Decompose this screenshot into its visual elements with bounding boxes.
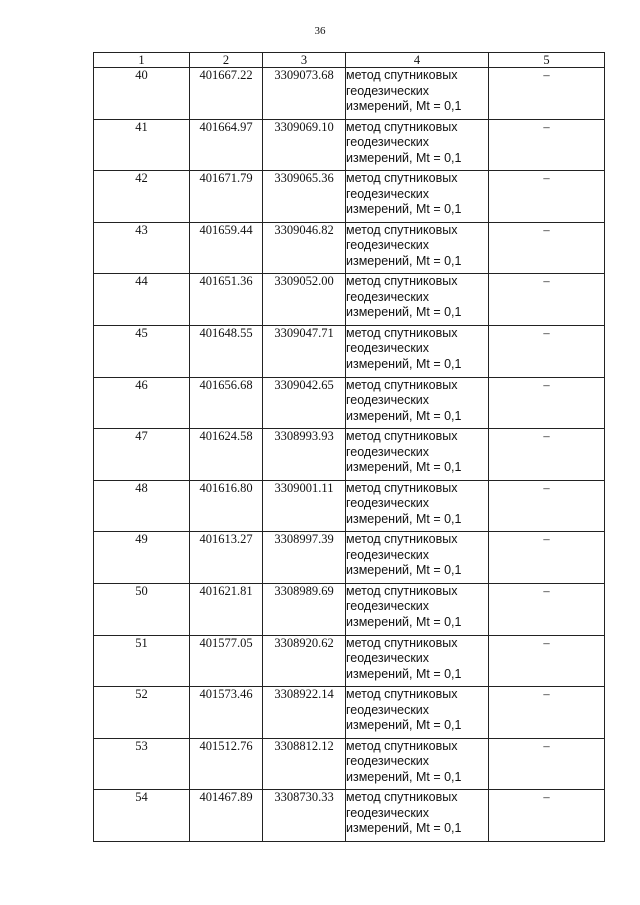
column-header: 3 [263,53,346,68]
method-cell [346,583,489,635]
method-line: метод спутниковых [346,325,458,340]
x-coordinate-cell: 401656.68 [190,377,263,429]
note-cell: – [489,171,605,223]
method-cell [346,171,489,223]
y-coordinate-cell: 3308922.14 [263,687,346,739]
table-row [94,583,605,635]
method-cell [346,222,489,274]
point-number-cell: 46 [94,377,190,429]
point-number-cell: 50 [94,583,190,635]
method-line: геодезических [346,444,430,459]
method-line: метод спутниковых [346,583,458,598]
y-coordinate-cell: 3309046.82 [263,222,346,274]
note-cell: – [489,738,605,790]
method-cell [346,377,489,429]
column-header: 5 [489,53,605,68]
method-line: метод спутниковых [346,429,458,444]
point-number-cell: 44 [94,274,190,326]
method-line: метод спутниковых [346,635,458,650]
method-cell [346,429,489,481]
y-coordinate-cell: 3308730.33 [263,790,346,842]
x-coordinate-cell: 401648.55 [190,325,263,377]
method-line: геодезических [346,754,430,769]
method-line: геодезических [346,702,430,717]
x-coordinate-cell: 401659.44 [190,222,263,274]
x-coordinate-cell: 401621.81 [190,583,263,635]
method-line: геодезических [346,341,430,356]
method-line: измерений, Mt = 0,1 [346,202,462,217]
method-line: метод спутниковых [346,532,458,547]
y-coordinate-cell: 3309069.10 [263,119,346,171]
y-coordinate-cell: 3309052.00 [263,274,346,326]
note-cell: – [489,635,605,687]
method-line: геодезических [346,599,430,614]
method-line: геодезических [346,805,430,820]
method-cell [346,119,489,171]
note-cell: – [489,222,605,274]
method-line: геодезических [346,289,430,304]
table-row [94,738,605,790]
column-header: 4 [346,53,489,68]
y-coordinate-cell: 3308920.62 [263,635,346,687]
table-row [94,274,605,326]
method-line: измерений, Mt = 0,1 [346,563,462,578]
table-row [94,480,605,532]
method-line: метод спутниковых [346,687,458,702]
point-number-cell: 41 [94,119,190,171]
method-line: метод спутниковых [346,738,458,753]
x-coordinate-cell: 401613.27 [190,532,263,584]
method-line: измерений, Mt = 0,1 [346,666,462,681]
method-line: измерений, Mt = 0,1 [346,99,462,113]
table-row [94,377,605,429]
table-row [94,222,605,274]
method-line: метод спутниковых [346,68,458,82]
table-row [94,635,605,687]
table-row [94,68,605,120]
method-line: геодезических [346,651,430,666]
table-row [94,171,605,223]
method-line: измерений, Mt = 0,1 [346,408,462,423]
y-coordinate-cell: 3309001.11 [263,480,346,532]
note-cell: – [489,377,605,429]
page-number: 36 [314,25,326,37]
note-cell: – [489,274,605,326]
note-cell: – [489,583,605,635]
method-line: измерений, Mt = 0,1 [346,150,462,165]
x-coordinate-cell: 401577.05 [190,635,263,687]
table-row [94,687,605,739]
note-cell: – [489,429,605,481]
method-cell [346,687,489,739]
point-number-cell: 54 [94,790,190,842]
method-cell [346,480,489,532]
method-cell [346,635,489,687]
method-line: геодезических [346,393,430,408]
x-coordinate-cell: 401651.36 [190,274,263,326]
y-coordinate-cell: 3308812.12 [263,738,346,790]
y-coordinate-cell: 3308993.93 [263,429,346,481]
note-cell: – [489,325,605,377]
method-line: метод спутниковых [346,119,458,134]
coordinates-table [93,52,605,842]
x-coordinate-cell: 401671.79 [190,171,263,223]
x-coordinate-cell: 401624.58 [190,429,263,481]
column-header: 1 [94,53,190,68]
point-number-cell: 45 [94,325,190,377]
method-line: метод спутниковых [346,790,458,805]
x-coordinate-cell: 401467.89 [190,790,263,842]
note-cell: – [489,480,605,532]
point-number-cell: 51 [94,635,190,687]
x-coordinate-cell: 401616.80 [190,480,263,532]
point-number-cell: 42 [94,171,190,223]
y-coordinate-cell: 3308989.69 [263,583,346,635]
method-line: метод спутниковых [346,480,458,495]
table-row [94,119,605,171]
note-cell: – [489,790,605,842]
point-number-cell: 49 [94,532,190,584]
table-header-row [94,53,605,68]
method-line: измерений, Mt = 0,1 [346,356,462,371]
point-number-cell: 43 [94,222,190,274]
y-coordinate-cell: 3309042.65 [263,377,346,429]
y-coordinate-cell: 3309047.71 [263,325,346,377]
method-line: измерений, Mt = 0,1 [346,253,462,268]
table-row [94,532,605,584]
point-number-cell: 48 [94,480,190,532]
method-line: геодезических [346,547,430,562]
note-cell: – [489,119,605,171]
method-line: метод спутниковых [346,274,458,289]
method-cell [346,274,489,326]
point-number-cell: 40 [94,68,190,120]
table-row [94,790,605,842]
column-header: 2 [190,53,263,68]
method-cell [346,68,489,120]
method-line: измерений, Mt = 0,1 [346,614,462,629]
method-cell [346,325,489,377]
method-line: метод спутниковых [346,377,458,392]
note-cell: – [489,532,605,584]
x-coordinate-cell: 401667.22 [190,68,263,120]
method-line: геодезических [346,83,430,98]
method-cell [346,790,489,842]
table-row [94,429,605,481]
method-cell [346,532,489,584]
point-number-cell: 52 [94,687,190,739]
table-row [94,325,605,377]
x-coordinate-cell: 401512.76 [190,738,263,790]
point-number-cell: 47 [94,429,190,481]
x-coordinate-cell: 401573.46 [190,687,263,739]
y-coordinate-cell: 3309073.68 [263,68,346,120]
method-line: метод спутниковых [346,171,458,186]
method-cell [346,738,489,790]
method-line: геодезических [346,135,430,150]
method-line: измерений, Mt = 0,1 [346,821,462,836]
method-line: геодезических [346,238,430,253]
method-line: геодезических [346,496,430,511]
method-line: измерений, Mt = 0,1 [346,718,462,733]
y-coordinate-cell: 3308997.39 [263,532,346,584]
point-number-cell: 53 [94,738,190,790]
method-line: измерений, Mt = 0,1 [346,305,462,320]
method-line: метод спутниковых [346,222,458,237]
note-cell: – [489,68,605,120]
method-line: геодезических [346,186,430,201]
method-line: измерений, Mt = 0,1 [346,460,462,475]
method-line: измерений, Mt = 0,1 [346,511,462,526]
table-body [94,68,605,842]
method-line: измерений, Mt = 0,1 [346,769,462,784]
y-coordinate-cell: 3309065.36 [263,171,346,223]
x-coordinate-cell: 401664.97 [190,119,263,171]
note-cell: – [489,687,605,739]
